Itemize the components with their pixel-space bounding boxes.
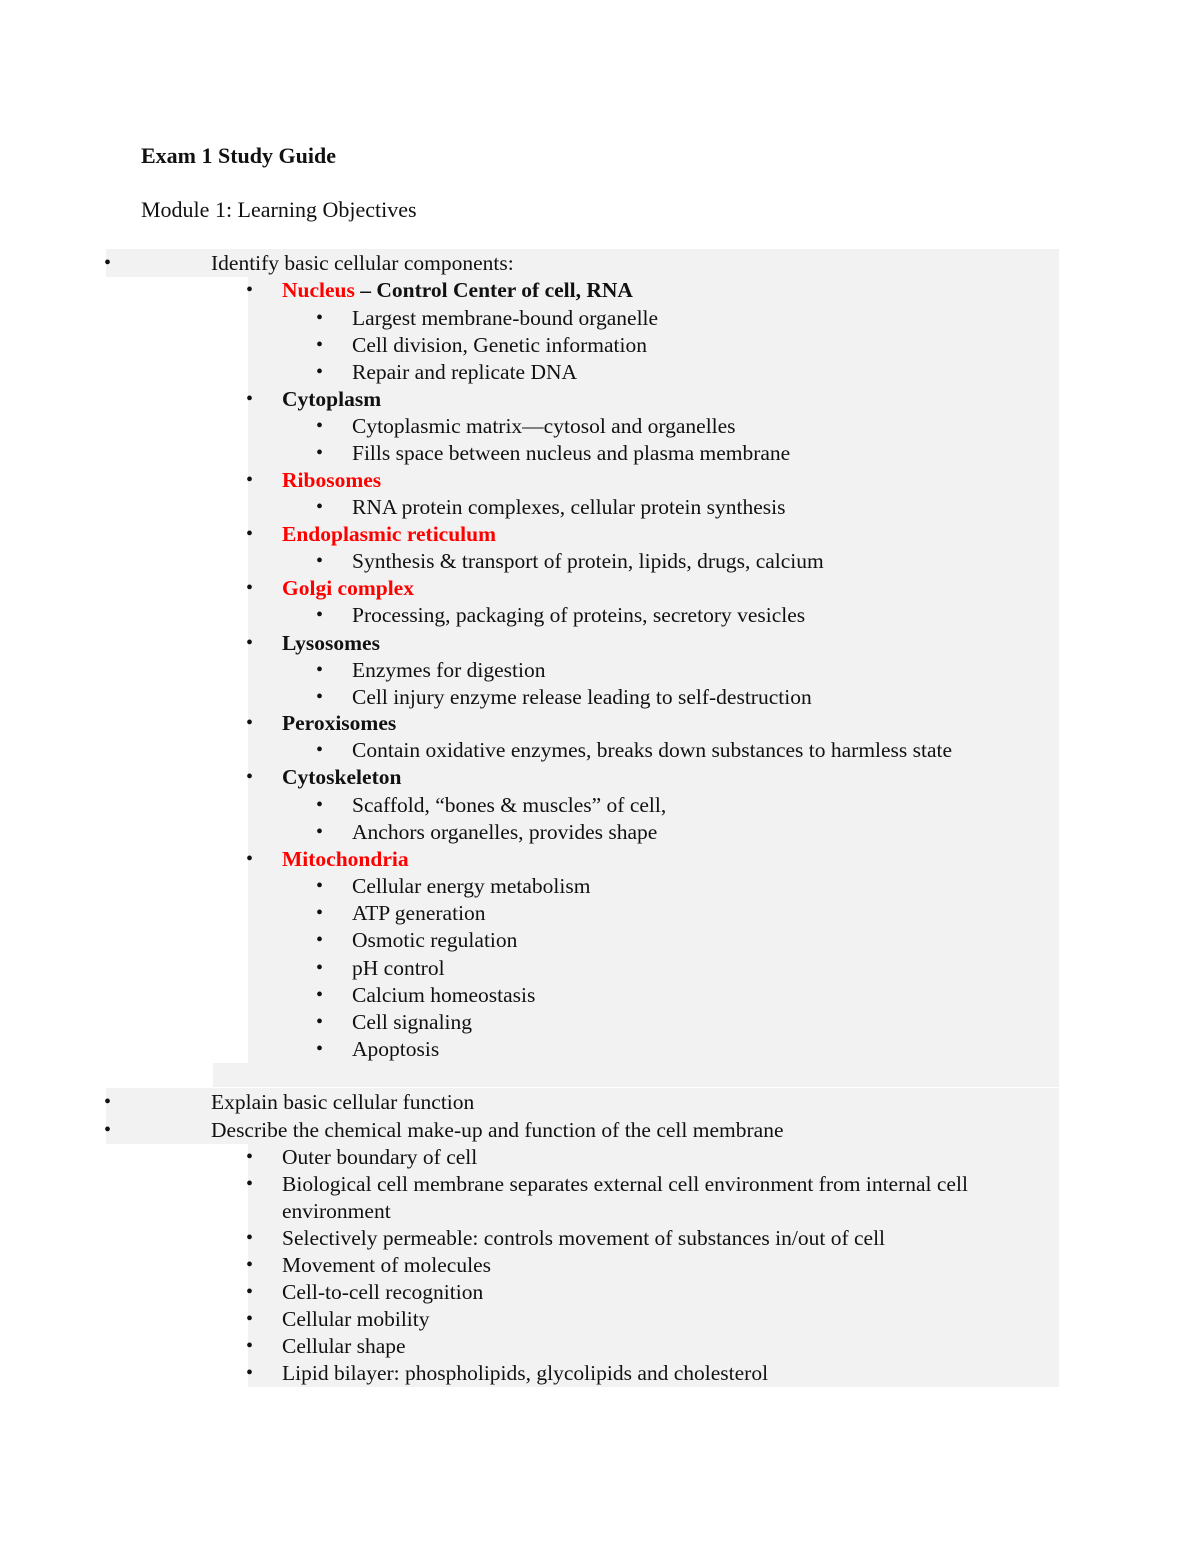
component-lysosomes: Lysosomes (282, 631, 380, 655)
bullet-icon: • (316, 929, 324, 951)
list-item: Repair and replicate DNA (352, 360, 578, 384)
bullet-icon: • (316, 334, 324, 356)
document-title: Exam 1 Study Guide (141, 143, 336, 168)
bullet-icon: • (316, 957, 324, 979)
bullet-icon: • (104, 1119, 112, 1141)
gap-shade (213, 1063, 1059, 1087)
bullet-icon: • (246, 523, 254, 545)
bullet-icon: • (104, 1091, 112, 1113)
bullet-icon: • (316, 659, 324, 681)
list-item: Apoptosis (352, 1037, 440, 1061)
bullet-icon: • (316, 604, 324, 626)
bullet-icon: • (246, 1362, 254, 1384)
list-item: Selectively permeable: controls movement of substances in/out of cell (282, 1226, 886, 1250)
list-item: Cellular mobility (282, 1307, 430, 1331)
list-item-continuation: environment (282, 1199, 391, 1223)
list-item: Cytoplasmic matrix—cytosol and organelles (352, 414, 736, 438)
list-item: Scaffold, “bones & muscles” of cell, (352, 793, 667, 817)
list-item: Largest membrane-bound organelle (352, 306, 659, 330)
bullet-icon: • (316, 496, 324, 518)
bullet-icon: • (104, 252, 112, 274)
list-item: Calcium homeostasis (352, 983, 536, 1007)
component-cytoskeleton: Cytoskeleton (282, 765, 402, 789)
list-item: Synthesis & transport of protein, lipids, drugs, calcium (352, 549, 824, 573)
bullet-icon: • (316, 307, 324, 329)
bullet-icon: • (246, 388, 254, 410)
bullet-icon: • (316, 875, 324, 897)
bullet-icon: • (246, 1281, 254, 1303)
component-cytoplasm: Cytoplasm (282, 387, 382, 411)
list-item: Cell injury enzyme release leading to self-destruction (352, 685, 812, 709)
component-endoplasmic-reticulum: Endoplasmic reticulum (282, 522, 497, 546)
list-item: pH control (352, 956, 445, 980)
document-subtitle: Module 1: Learning Objectives (141, 197, 417, 222)
bullet-icon: • (316, 415, 324, 437)
bullet-icon: • (316, 821, 324, 843)
list-item: Outer boundary of cell (282, 1145, 478, 1169)
list-item: Cell division, Genetic information (352, 333, 647, 357)
bullet-icon: • (316, 739, 324, 761)
list-item: Cell-to-cell recognition (282, 1280, 484, 1304)
bullet-icon: • (316, 794, 324, 816)
bullet-icon: • (316, 550, 324, 572)
bullet-icon: • (246, 577, 254, 599)
list-item: Contain oxidative enzymes, breaks down substances to harmless state (352, 738, 953, 762)
bullet-icon: • (246, 1173, 254, 1195)
list-item: Cellular energy metabolism (352, 874, 591, 898)
list-item: Biological cell membrane separates external cell environment from internal cell (282, 1172, 968, 1196)
bullet-icon: • (246, 848, 254, 870)
bullet-icon: • (246, 632, 254, 654)
bullet-icon: • (316, 984, 324, 1006)
bullet-icon: • (246, 279, 254, 301)
nucleus-desc: – Control Center of cell, RNA (354, 278, 633, 302)
list-item: Osmotic regulation (352, 928, 518, 952)
list-item: Movement of molecules (282, 1253, 491, 1277)
bullet-icon: • (316, 902, 324, 924)
list-item: Anchors organelles, provides shape (352, 820, 658, 844)
bullet-icon: • (246, 469, 254, 491)
objective-explain: Explain basic cellular function (211, 1090, 475, 1114)
list-item: Cell signaling (352, 1010, 473, 1034)
list-item: Processing, packaging of proteins, secretory vesicles (352, 603, 806, 627)
bullet-icon: • (246, 1146, 254, 1168)
list-item: Lipid bilayer: phospholipids, glycolipids and cholesterol (282, 1361, 769, 1385)
objective-describe: Describe the chemical make-up and function of the cell membrane (211, 1118, 784, 1142)
component-nucleus (282, 277, 633, 304)
list-item: Enzymes for digestion (352, 658, 546, 682)
component-ribosomes: Ribosomes (282, 468, 382, 492)
objective-identify: Identify basic cellular components: (211, 251, 514, 275)
bullet-icon: • (246, 1308, 254, 1330)
bullet-icon: • (246, 712, 254, 734)
bullet-icon: • (246, 766, 254, 788)
list-item: Cellular shape (282, 1334, 406, 1358)
bullet-icon: • (246, 1335, 254, 1357)
bullet-icon: • (316, 361, 324, 383)
component-mitochondria: Mitochondria (282, 847, 409, 871)
bullet-icon: • (246, 1227, 254, 1249)
bullet-icon: • (316, 686, 324, 708)
bullet-icon: • (316, 1011, 324, 1033)
list-item: Fills space between nucleus and plasma membrane (352, 441, 791, 465)
bullet-icon: • (316, 1038, 324, 1060)
bullet-icon: • (246, 1254, 254, 1276)
list-item: RNA protein complexes, cellular protein synthesis (352, 495, 786, 519)
component-golgi-complex: Golgi complex (282, 576, 414, 600)
list-item: ATP generation (352, 901, 486, 925)
bullet-icon: • (316, 442, 324, 464)
nucleus-name: Nucleus (282, 278, 355, 302)
component-peroxisomes: Peroxisomes (282, 711, 397, 735)
